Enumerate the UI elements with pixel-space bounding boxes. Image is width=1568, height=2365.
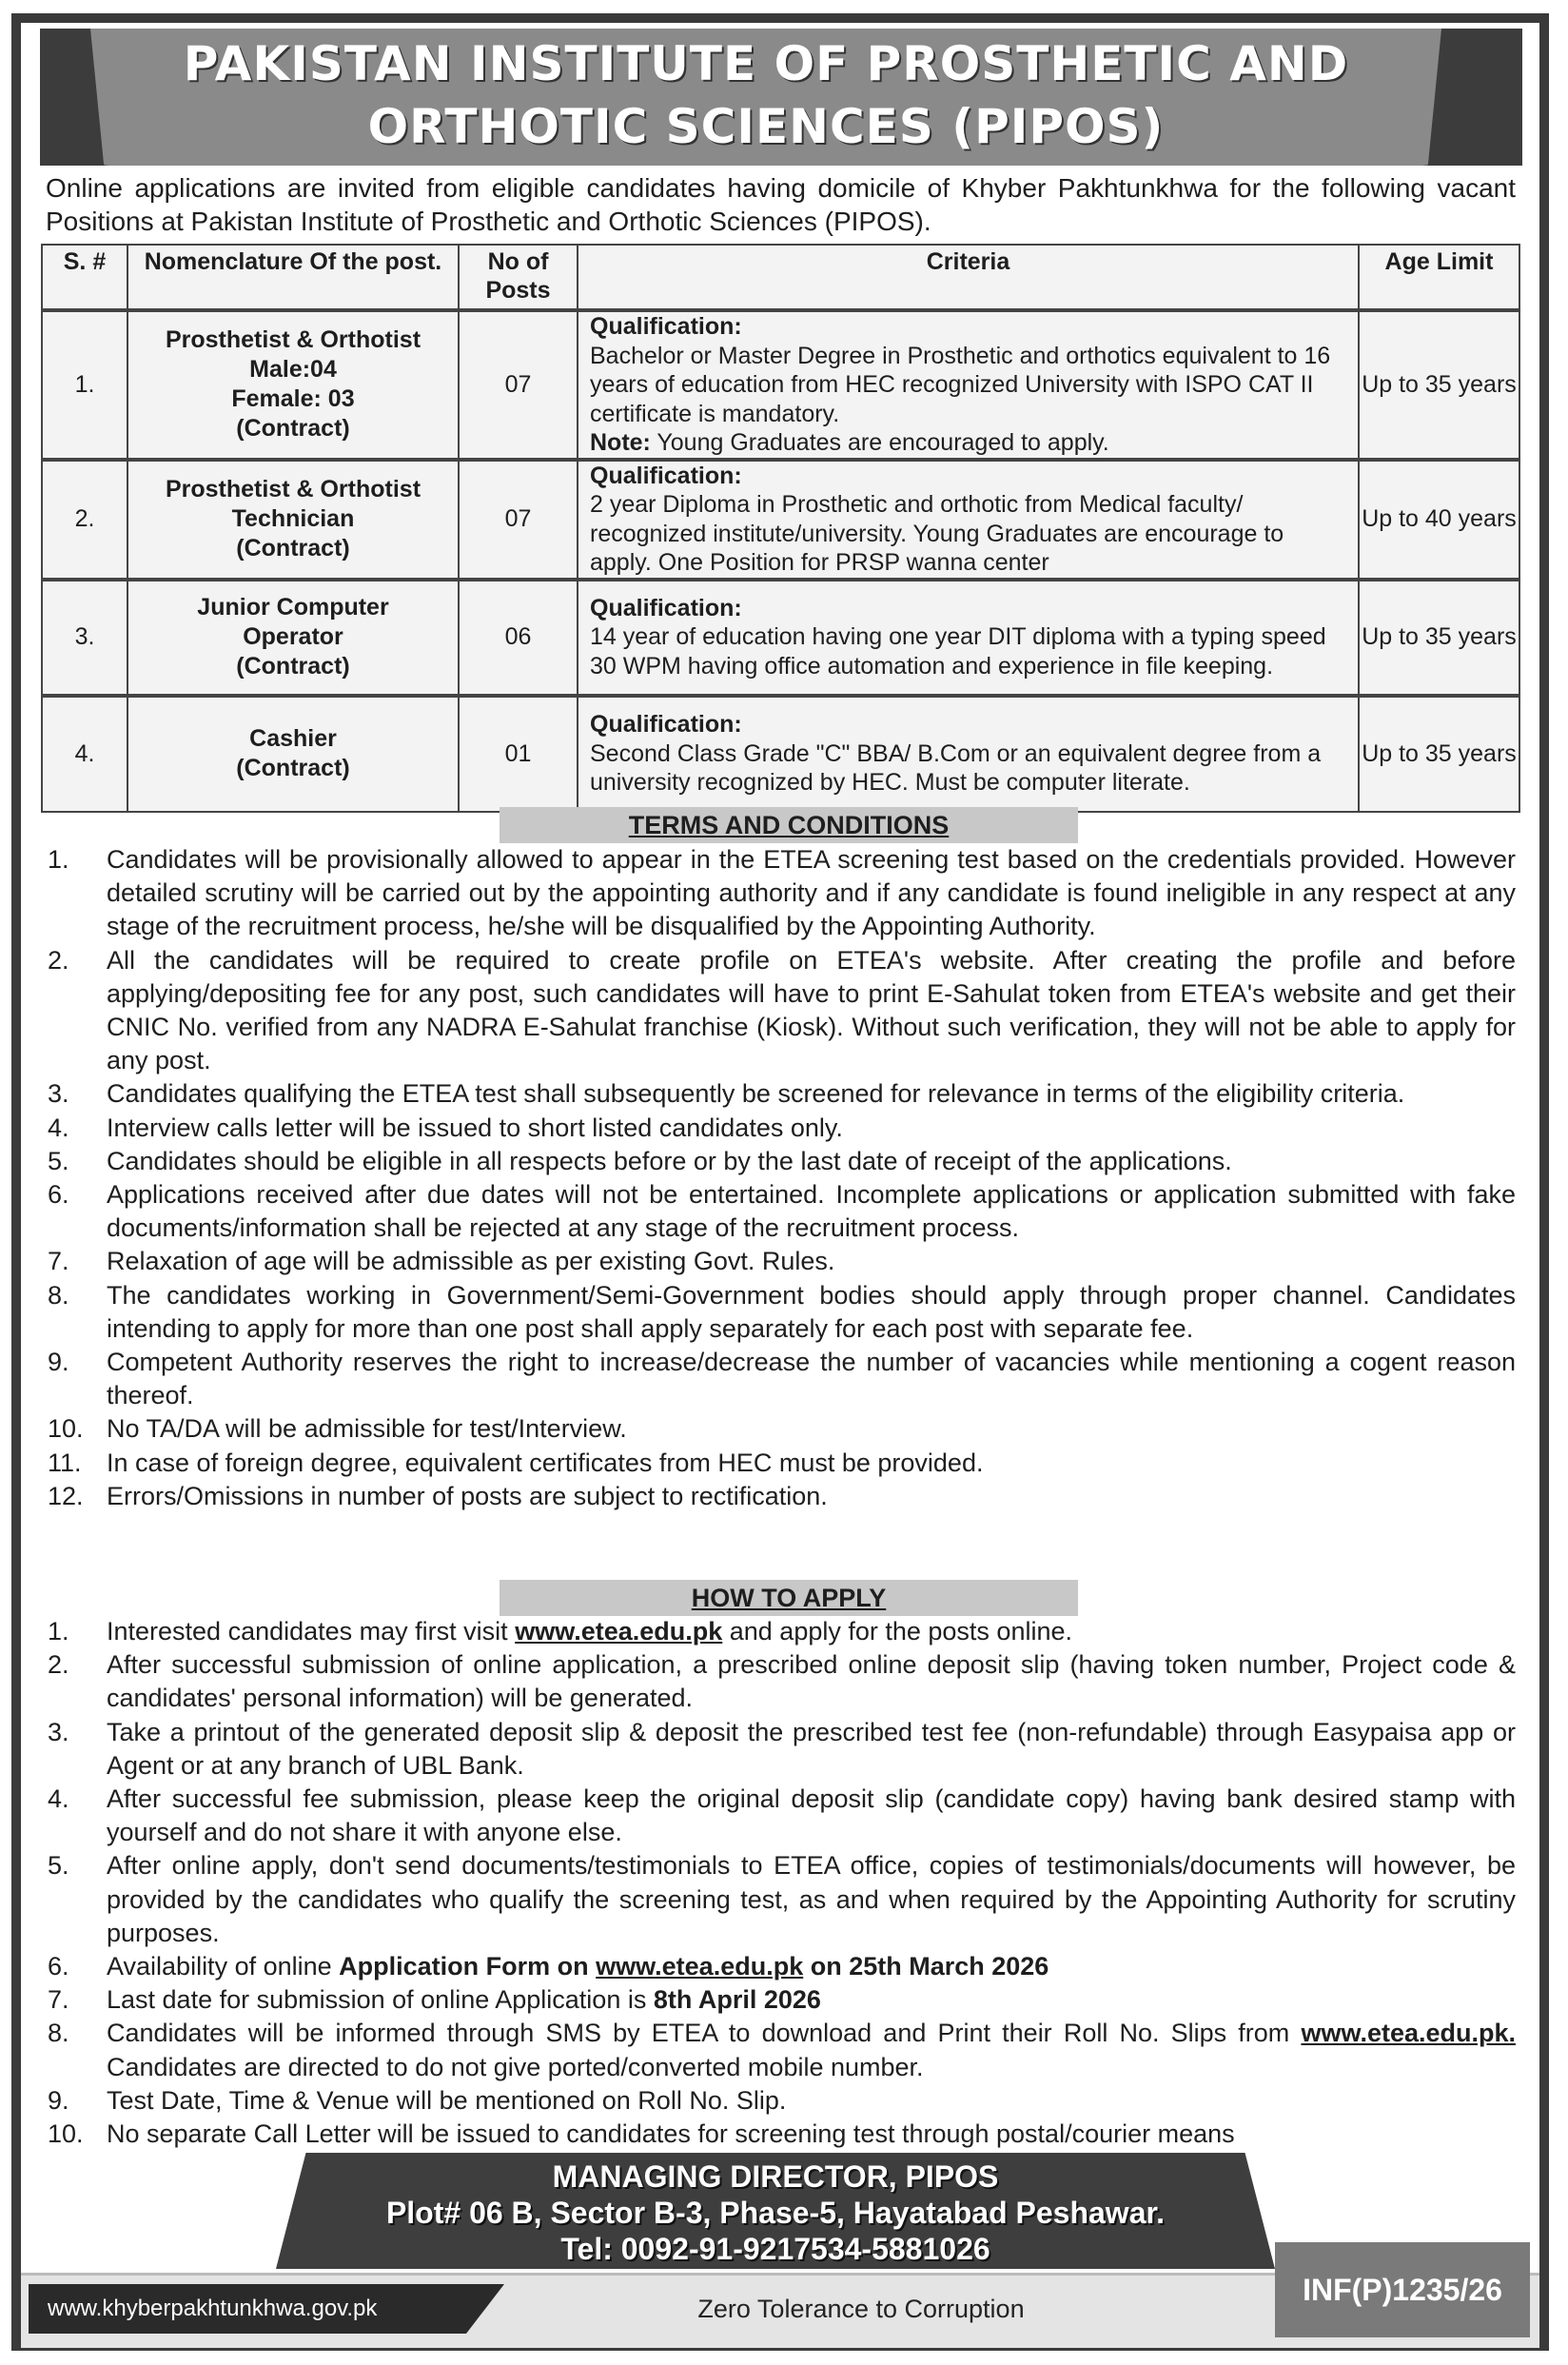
post-line: (Contract) [236,653,350,680]
cell-age-limit: Up to 35 years [1359,580,1519,696]
header-age-limit: Age Limit [1359,245,1519,310]
item-text: Last date for submission of online Application is [107,1985,654,2015]
item-text: Competent Authority reserves the right to increase/decrease the number of vacancies while mentioning a cogent reason thereof. [107,1348,1516,1410]
list-item [46,1783,1516,1849]
intro-paragraph: Online applications are invited from eligible candidates having domicile of Khyber Pakhtunkhwa for the following vacant Positions at Pakistan Institute of Prosthetic and Orthotic Sciences (PIPOS). [46,173,1516,236]
post-line: Prosthetist & Orthotist [165,326,421,354]
post-line: Cashier [249,725,337,752]
item-text: Interview calls letter will be issued to short listed candidates only. [107,1113,843,1142]
item-text: Candidates will be provisionally allowed to appear in the ETEA screening test based on the credentials provided. However detailed scrutiny will be carried out by the appointing authority and if any candidate is found ineligible in any respect at any stage of the recruitment process, he/she will be disqualified by the Appointing Authority. [107,845,1516,941]
list-item [46,2118,1516,2151]
cell-age-limit: Up to 35 years [1359,696,1519,812]
contact-phone: Tel: 0092-91-9217534-5881026 [560,2232,990,2266]
header-criteria: Criteria [578,245,1359,310]
item-text: Candidates will be informed through SMS by ETEA to download and Print their Roll No. Slips from [107,2019,1302,2048]
item-text: After successful submission of online application, a prescribed online deposit slip (having token number, Project code & candidates' personal information) will be generated. [107,1650,1516,1713]
criteria-text: 14 year of education having one year DIT diploma with a typing speed 30 WPM having office automation and experience in file keeping. [590,623,1326,680]
cell-post [127,460,459,580]
table-row [42,310,1519,460]
item-text: Candidates are directed to do not give ported/converted mobile number. [107,2052,924,2081]
criteria-heading: Qualification: [590,462,742,489]
list-item [46,1279,1516,1346]
item-number: 9. [48,2085,69,2115]
table-row [42,460,1519,580]
list-item [46,1112,1516,1145]
table-row [42,696,1519,812]
reference-number: INF(P)1235/26 [1303,2273,1502,2307]
how-to-apply-list [46,1615,1516,2151]
item-number: 10. [48,1414,84,1444]
availability-date: on 25th March 2026 [803,1952,1049,1981]
title-line-2: ORTHOTIC SCIENCES (PIPOS) [367,99,1165,154]
list-item [46,1983,1516,2017]
item-number: 7. [48,1985,69,2015]
post-line: Female: 03 [231,385,355,413]
how-to-apply-heading-text: HOW TO APPLY [691,1584,887,1612]
etea-website-link[interactable]: www.etea.edu.pk. [1301,2019,1516,2048]
item-text: Candidates should be eligible in all respects before or by the last date of receipt of the applications. [107,1146,1232,1175]
item-number: 1. [48,1617,69,1646]
item-text: No TA/DA will be admissible for test/Interview. [107,1414,627,1444]
etea-website-link[interactable]: www.etea.edu.pk [515,1617,723,1646]
criteria-heading: Qualification: [590,594,742,621]
item-number: 5. [48,1851,69,1881]
item-number: 9. [48,1348,69,1377]
item-number: 11. [48,1448,82,1477]
last-date: 8th April 2026 [653,1985,821,2015]
item-number: 5. [48,1146,69,1175]
item-text: After successful fee submission, please keep the original deposit slip (candidate copy) having bank desired stamp with yourself and do not share it with anyone else. [107,1784,1516,1847]
kp-website-link[interactable]: www.khyberpakhtunkhwa.gov.pk [48,2296,378,2321]
criteria-text: 2 year Diploma in Prosthetic and orthotic from Medical faculty/ recognized institute/university. Young Graduates are encourage to apply. One Position for PRSP wanna center [590,491,1284,576]
page-title [90,32,1441,158]
criteria-heading: Qualification: [590,313,742,340]
list-item [46,1145,1516,1178]
positions-table [41,244,1520,813]
item-number: 1. [48,845,69,874]
item-number: 4. [48,1113,69,1142]
cell-criteria [578,460,1359,580]
item-text: Availability of online [107,1952,340,1981]
list-item [46,1346,1516,1412]
cell-no-of-posts: 06 [459,580,578,696]
terms-heading [500,807,1078,843]
contact-address: Plot# 06 B, Sector B-3, Phase-5, Hayatabad Peshawar. [385,2196,1166,2230]
list-item [46,1178,1516,1245]
list-item [46,1716,1516,1783]
cell-sn: 2. [42,460,127,580]
cell-sn: 1. [42,310,127,460]
table-header-row [42,245,1519,310]
terms-heading-text: TERMS AND CONDITIONS [628,811,950,839]
item-number: 8. [48,1280,69,1310]
post-line: (Contract) [236,415,350,443]
item-number: 2. [48,945,69,975]
list-item [46,1447,1516,1480]
cell-sn: 4. [42,696,127,812]
item-number: 6. [48,1180,69,1210]
list-item [46,1077,1516,1111]
post-line: Prosthetist & Orthotist [165,476,421,503]
list-item [46,2084,1516,2118]
item-number: 3. [48,1717,69,1746]
item-text: Interested candidates may first visit [107,1617,516,1646]
post-line: (Contract) [236,535,350,562]
item-bold-text: Application Form on [339,1952,597,1981]
list-item [46,2017,1516,2083]
cell-age-limit: Up to 35 years [1359,310,1519,460]
cell-post [127,310,459,460]
item-number: 4. [48,1784,69,1814]
list-item [46,1412,1516,1446]
header-post: Nomenclature Of the post. [127,245,459,310]
header-sn: S. # [42,245,127,310]
note-label: Note: [590,429,651,456]
item-text: All the candidates will be required to create profile on ETEA's website. After creating the profile and before applying/depositing fee for any post, such candidates will have to print E-Sahulat token from ETEA's website and get their CNIC No. verified from any NADRA E-Sahulat franchise (Kiosk). Without such verification, they will not be able to apply for any post. [107,945,1516,1075]
item-number: 12. [48,1481,84,1510]
table-row [42,580,1519,696]
list-item [46,944,1516,1078]
list-item [46,1480,1516,1513]
item-number: 10. [48,2119,84,2149]
list-item [46,843,1516,944]
item-number: 6. [48,1952,69,1981]
item-text: and apply for the posts online. [722,1617,1072,1646]
etea-website-link[interactable]: www.etea.edu.pk [596,1952,804,1981]
cell-criteria [578,696,1359,812]
cell-age-limit: Up to 40 years [1359,460,1519,580]
list-item [46,1615,1516,1648]
list-item [46,1950,1516,1983]
cell-sn: 3. [42,580,127,696]
cell-no-of-posts: 01 [459,696,578,812]
post-line: Operator [243,623,343,650]
post-line: (Contract) [236,755,350,781]
cell-criteria [578,310,1359,460]
criteria-text: Second Class Grade "C" BBA/ B.Com or an equivalent degree from a university recognized by HEC. Must be computer literate. [590,739,1322,797]
list-item [46,1849,1516,1950]
cell-no-of-posts: 07 [459,460,578,580]
item-text: After online apply, don't send documents/testimonials to ETEA office, copies of testimonials/documents will however, be provided by the candidates who qualify the screening test, as and when required by the Appointing Authority for scrutiny purposes. [107,1851,1516,1947]
item-number: 3. [48,1079,69,1109]
terms-list [46,843,1516,1513]
item-text: Errors/Omissions in number of posts are subject to rectification. [107,1481,828,1510]
item-text: In case of foreign degree, equivalent certificates from HEC must be provided. [107,1448,984,1477]
note-text: Young Graduates are encouraged to apply. [650,429,1109,456]
post-line: Male:04 [249,356,337,384]
item-text: Candidates qualifying the ETEA test shall subsequently be screened for relevance in terms of the eligibility criteria. [107,1079,1405,1109]
item-text: Relaxation of age will be admissible as per existing Govt. Rules. [107,1247,835,1276]
item-text: Take a printout of the generated deposit slip & deposit the prescribed test fee (non-refundable) through Easypaisa app or Agent or at any branch of UBL Bank. [107,1717,1516,1780]
cell-no-of-posts: 07 [459,310,578,460]
list-item [46,1648,1516,1715]
item-text: No separate Call Letter will be issued to candidates for screening test through postal/courier means [107,2119,1235,2149]
post-line: Junior Computer [197,594,389,621]
criteria-heading: Qualification: [590,711,742,739]
contact-text [276,2158,1275,2267]
list-item [46,1245,1516,1278]
item-text: Applications received after due dates will not be entertained. Incomplete applications or application submitted with fake documents/information shall be rejected at any stage of the recruitment process. [107,1180,1516,1243]
title-line-1: PAKISTAN INSTITUTE OF PROSTHETIC AND [183,36,1349,91]
item-text: Test Date, Time & Venue will be mentioned on Roll No. Slip. [107,2085,787,2115]
item-number: 2. [48,1650,69,1680]
cell-criteria [578,580,1359,696]
criteria-text: Bachelor or Master Degree in Prosthetic and orthotics equivalent to 16 years of education from HEC recognized University with ISPO CAT II certificate is mandatory. [590,342,1331,427]
item-text: The candidates working in Government/Semi-Government bodies should apply through proper channel. Candidates intending to apply for more than one post shall apply separately for each post with separate fee. [107,1280,1516,1343]
post-line: Technician [231,505,355,532]
item-number: 7. [48,1247,69,1276]
header-no-of-posts: No of Posts [459,245,578,310]
how-to-apply-heading [500,1580,1078,1616]
item-number: 8. [48,2019,69,2048]
slogan: Zero Tolerance to Corruption [697,2295,1025,2323]
contact-title: MANAGING DIRECTOR, PIPOS [552,2159,999,2194]
cell-post [127,580,459,696]
cell-post [127,696,459,812]
